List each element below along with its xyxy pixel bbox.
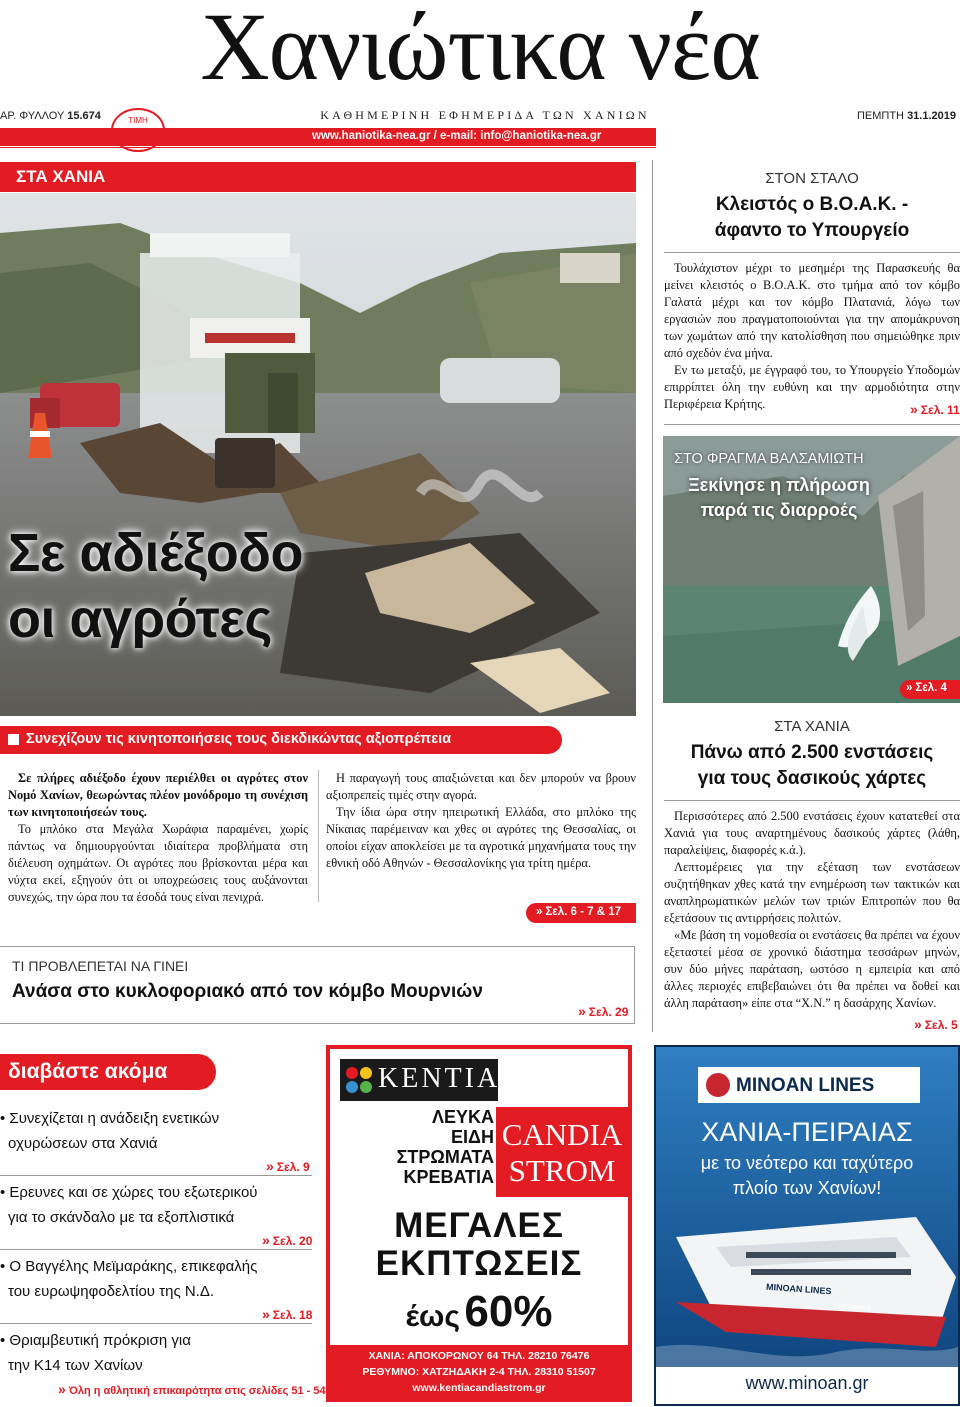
kentia-sale-line2: ΕΚΠΤΩΣΕΙΣ (375, 1244, 583, 1283)
main-headline-line2: οι αγρότες (8, 589, 272, 649)
main-col1-paragraph: Το μπλόκο στα Μεγάλα Χωράφια παραμένει, χωρίς πάντως να δημιουργούνται ιδιαίτερα προβλήματα στη διέλευση οχημάτων. Οι αγρότες που βρίσκονται μέρα και νύχτα εκεί, εξηγούν ότι οι υποχρεώσεις τους αυξάνονται συνεχώς, την ώρα που τα έσοδά τους είναι πενιχρά. (8, 822, 308, 904)
maps-kicker: ΣΤΑ ΧΑΝΙΑ (774, 718, 850, 735)
maps-page-ref[interactable] (914, 1016, 958, 1032)
kentia-sale (330, 1207, 628, 1283)
read-more-item-2-ref-text: Σελ. 20 (272, 1234, 313, 1248)
masthead-subtitle: ΚΑΘΗΜΕΡΙΝΗ ΕΦΗΜΕΡΙΔΑ ΤΩΝ ΧΑΝΙΩΝ (320, 108, 650, 122)
boak-rule (664, 252, 960, 253)
maps-page-ref-text: Σελ. 5 (924, 1018, 958, 1032)
issue-number: 15.674 (67, 110, 101, 122)
main-strap: Συνεχίζουν τις κινητοποιήσεις τους διεκδικώντας αξιοπρέπεια (26, 731, 452, 747)
boak-headline (664, 192, 960, 244)
main-lead: Σε πλήρες αδιέξοδο έχουν περιέλθει οι αγρότες στον Νομό Χανίων, θεωρώντας πλέον μονόδρομο τη συνέχιση των κινητοποιήσεών τους. (8, 771, 308, 819)
read-more-item-4-ref-text: Όλη η αθλητική επικαιρότητα στις σελίδες 51 - 54 (68, 1385, 326, 1397)
read-more-item-1-line1: • Συνεχίζεται η ανάδειξη ενετικών (0, 1110, 220, 1127)
chevron-right-icon: » (914, 1016, 922, 1032)
main-headline-line1: Σε αδιέξοδο (8, 523, 303, 583)
contact-bar-underline (0, 147, 656, 148)
chevron-right-icon: » (58, 1381, 66, 1397)
chevron-right-icon: » (536, 906, 543, 918)
main-col2-paragraph-1: Η παραγωγή τους απαξιώνεται και δεν μπορούν να βρουν αξιοπρεπείς τιμές στην αγορά. (326, 771, 636, 802)
kentia-product-3: ΣΤΡΩΜΑΤΑ (396, 1147, 494, 1167)
main-story-column-1 (8, 770, 308, 906)
day-label: ΠΕΜΠΤΗ (856, 110, 904, 122)
traffic-page-ref-text: Σελ. 29 (588, 1005, 629, 1019)
dam-headline-line2: παρά τις διαρροές (700, 500, 858, 520)
read-more-divider (0, 1175, 312, 1176)
boak-paragraph-1: Τουλάχιστον μέχρι το μεσημέρι της Παρασκευής θα μείνει κλειστός ο Β.Ο.Α.Κ. στο τμήμα από τον κόμβο Γαλατά μέχρι και τον κόμβο Πλατανιά, λόγω των εργασιών που πραγματοποιούνται για την απομάκρυνση των χωμάτων από την κατολίσθηση που σημειώθηκε πριν από σχεδόν ένα μήνα. (664, 261, 960, 360)
kentia-discount (330, 1287, 628, 1337)
right-column-rule (652, 160, 653, 1032)
read-more-item-4-ref[interactable] (58, 1381, 326, 1397)
read-more-item-1-ref[interactable] (266, 1158, 310, 1174)
kentia-ad[interactable] (326, 1045, 632, 1402)
issue-label: ΑΡ. ΦΥΛΛΟΥ (0, 110, 65, 122)
boak-page-ref[interactable] (910, 401, 960, 417)
main-story-column-2 (326, 770, 636, 872)
read-more-item-1-ref-text: Σελ. 9 (276, 1160, 310, 1174)
kentia-logo-icon (346, 1067, 372, 1093)
boak-kicker: ΣΤΟΝ ΣΤΑΛΟ (765, 170, 859, 187)
read-more-divider (0, 1249, 312, 1250)
contact-text[interactable]: www.haniotika-nea.gr / e-mail: info@haniotika-nea.gr (312, 130, 602, 142)
read-more-item-2-ref[interactable] (262, 1232, 312, 1248)
boak-headline-line2: άφαντο το Υπουργείο (714, 220, 910, 241)
main-col2-paragraph-2: Την ίδια ώρα στην ηπειρωτική Ελλάδα, στο μπλόκο της Νίκαιας παρέμειναν και χθες οι αγρότες της Θεσσαλίας, οι οποίοι είχαν αποκλείσει με τα αγροτικά μηχανήματα τους την εθνική οδό Αθηνών - Θεσσαλονίκης για τρίτη ημέρα. (326, 805, 636, 870)
read-more-panel (0, 1054, 326, 1404)
read-more-item-3-line1: • Ο Βαγγέλης Μεϊμαράκης, επικεφαλής (0, 1258, 258, 1275)
kentia-address-line2: ΡΕΘΥΜΝΟ: ΧΑΤΖΗΔΑΚΗ 2-4 ΤΗΛ. 28310 51507 (362, 1366, 596, 1378)
main-page-ref-text: Σελ. 6 - 7 & 17 (545, 906, 622, 918)
kentia-percent: 60% (464, 1287, 553, 1336)
boak-bottom-rule (664, 424, 960, 425)
read-more-item-3-line2: του ευρωψηφοδελτίου της Ν.Δ. (8, 1283, 215, 1300)
kentia-product-1: ΛΕΥΚΑ (431, 1107, 494, 1127)
minoan-route: ΧΑΝΙΑ-ΠΕΙΡΑΙΑΣ (701, 1117, 913, 1147)
maps-paragraph-1: Περισσότερες από 2.500 ενστάσεις έχουν κατατεθεί στα Χανιά για τους αναρτημένους δασικούς χάρτες (λάθη, παραλείψεις, διαφορές κ.ά.). (664, 809, 960, 857)
chevron-right-icon: » (262, 1306, 270, 1322)
read-more-item-2-line2: για το σκάνδαλο με τα εξοπλιστικά (8, 1209, 235, 1226)
issue-info (0, 110, 101, 122)
minoan-ship-sub: highspeed (833, 1300, 872, 1313)
kentia-upto: έως (405, 1300, 460, 1333)
chevron-right-icon: » (910, 401, 918, 417)
strom-line: STROM (508, 1153, 616, 1188)
maps-headline-line1: Πάνω από 2.500 ενστάσεις (690, 742, 934, 763)
boak-body (664, 260, 960, 413)
price-label: ΤΙΜΗ (128, 116, 148, 125)
kentia-web[interactable]: www.kentiacandiastrom.gr (412, 1382, 546, 1394)
section-label: ΣΤΑ ΧΑΝΙΑ (16, 167, 106, 186)
main-page-ref[interactable] (536, 906, 621, 918)
minoan-tagline-line2: πλοίο των Χανίων! (732, 1178, 882, 1198)
minoan-tagline (656, 1151, 958, 1201)
chevron-right-icon: » (266, 1158, 274, 1174)
kentia-address-line1: ΧΑΝΙΑ: ΑΠΟΚΟΡΩΝΟΥ 64 ΤΗΛ. 28210 76476 (368, 1350, 590, 1362)
maps-story (664, 718, 960, 1012)
boak-paragraph-2: Εν τω μεταξύ, με έγγραφό του, το Υπουργείο Υποδομών επιρρίπτει όλη την ευθύνη και την αρμοδιότητα στην Περιφέρεια Κρήτης. (664, 363, 960, 411)
kentia-brand: KENTIA (378, 1063, 501, 1094)
boak-page-ref-text: Σελ. 11 (920, 403, 960, 417)
maps-headline (664, 740, 960, 792)
dam-page-ref-text: Σελ. 4 (915, 682, 947, 694)
minoan-logo-icon (706, 1073, 730, 1097)
column-divider (318, 770, 319, 902)
maps-body (664, 808, 960, 1012)
read-more-divider (0, 1323, 312, 1324)
minoan-web[interactable]: www.minoan.gr (745, 1373, 869, 1393)
read-more-item-1-line2: οχυρώσεων στα Χανιά (8, 1135, 158, 1152)
kentia-sale-line1: ΜΕΓΑΛΕΣ (394, 1206, 564, 1245)
read-more-title: διαβάστε ακόμα (8, 1060, 168, 1083)
maps-paragraph-2: Λεπτομέρειες για την εξέταση των ενστάσεων συζητήθηκαν χθες κατά την ενημέρωση των τακτικών και αναπληρωματικών μελών των τριών Επιτροπών που θα εξετάσουν τις αντιρρήσεις πολιτών. (664, 860, 960, 925)
traffic-kicker: ΤΙ ΠΡΟΒΛΕΠΕΤΑΙ ΝΑ ΓΙΝΕΙ (12, 958, 189, 974)
read-more-item-4[interactable] (0, 1328, 312, 1378)
traffic-page-ref[interactable] (578, 1003, 628, 1019)
minoan-ship-name: MINOAN LINES (765, 1281, 832, 1297)
maps-paragraph-3: «Με βάση τη νομοθεσία οι ενστάσεις θα πρέπει να έχουν εξεταστεί μέσα σε χρονικό διάστημα τεσσάρων μηνών, συν δύο μήνες παράταση, ωστόσο η εμπειρία και από άλλες περιοχές επιβεβαιώνει ότι θα πρέπει να δοθεί και άλλη παράταση» είπε στα “Χ.Ν.” η δασάρχης Χανίων. (664, 928, 960, 1010)
read-more-item-4-line2: την Κ14 των Χανίων (8, 1357, 143, 1374)
masthead-title: Χανιώτικα νέα (200, 0, 760, 100)
read-more-item-3-ref-text: Σελ. 18 (272, 1308, 313, 1322)
read-more-item-2[interactable] (0, 1180, 312, 1230)
minoan-tagline-line1: με το νεότερο και ταχύτερο (700, 1153, 914, 1173)
traffic-headline: Ανάσα στο κυκλοφοριακό από τον κόμβο Μουρνιών (12, 981, 483, 1002)
boak-headline-line1: Κλειστός ο Β.Ο.Α.Κ. - (715, 194, 909, 215)
main-headline (8, 520, 303, 652)
dam-page-ref[interactable] (906, 682, 947, 694)
boak-story (664, 170, 960, 413)
minoan-ad[interactable] (654, 1045, 960, 1406)
dam-headline-line1: Ξεκίνησε η πλήρωση (688, 475, 870, 495)
read-more-item-4-line1: • Θριαμβευτική πρόκριση για (0, 1332, 191, 1349)
candia-strom-logo (496, 1117, 628, 1189)
candia-line: CANDIA (501, 1117, 623, 1152)
read-more-item-1[interactable] (0, 1106, 312, 1156)
chevron-right-icon: » (906, 682, 913, 694)
chevron-right-icon: » (262, 1232, 270, 1248)
date-value: 31.1.2019 (907, 110, 956, 122)
maps-headline-line2: για τους δασικούς χάρτες (697, 768, 927, 789)
read-more-item-2-line1: • Ερευνες και σε χώρες του εξωτερικού (0, 1184, 258, 1201)
kentia-products (338, 1107, 494, 1187)
minoan-brand: MINOAN LINES (736, 1075, 875, 1096)
maps-rule (664, 800, 960, 801)
kentia-product-4: ΚΡΕΒΑΤΙΑ (403, 1167, 494, 1187)
dam-kicker: ΣΤΟ ΦΡΑΓΜΑ ΒΑΛΣΑΜΙΩΤΗ (674, 451, 864, 467)
read-more-item-3-ref[interactable] (262, 1306, 312, 1322)
kentia-product-2: ΕΙΔΗ (451, 1127, 494, 1147)
read-more-item-3[interactable] (0, 1254, 312, 1304)
dam-headline (664, 473, 894, 523)
masthead-date (857, 110, 956, 122)
chevron-right-icon: » (578, 1003, 586, 1019)
kentia-address (330, 1348, 628, 1396)
strap-square-icon (8, 734, 19, 745)
